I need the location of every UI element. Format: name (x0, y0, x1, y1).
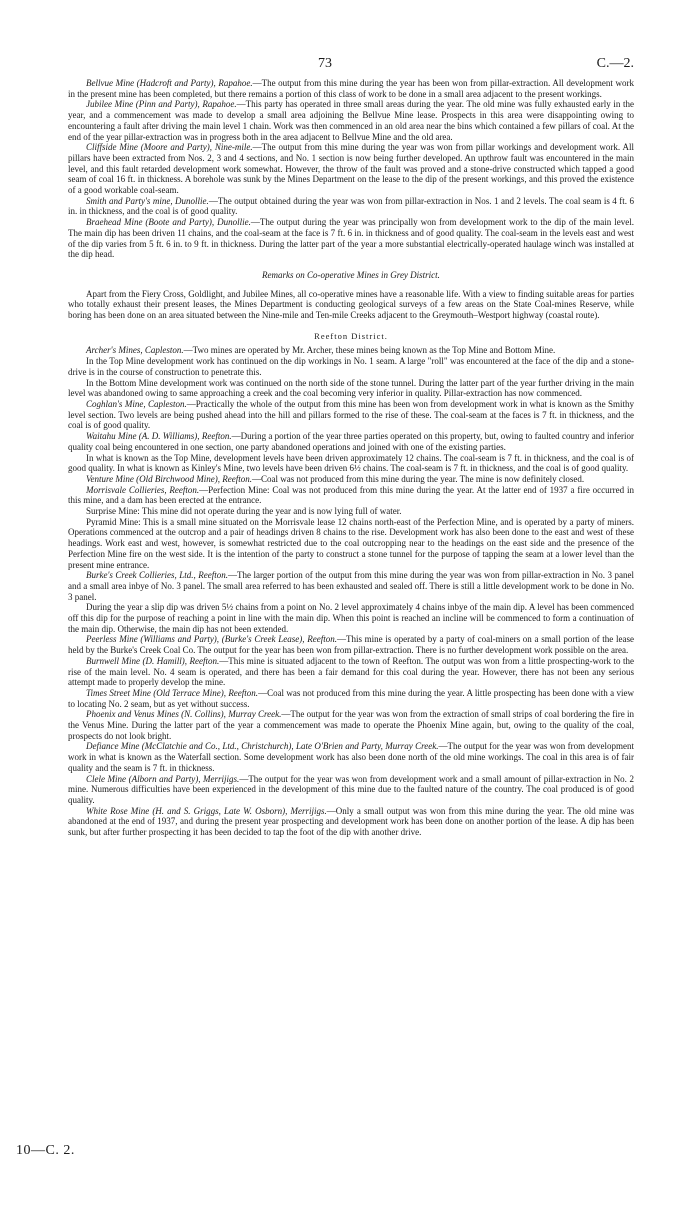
mine-paragraph (68, 506, 634, 517)
mine-description: —Two mines are operated by Mr. Archer, these mines being known as the Top Mine and Bottom Mine. (183, 345, 556, 356)
mine-paragraph (68, 378, 634, 399)
mine-paragraph (68, 570, 634, 602)
mine-paragraph (68, 741, 634, 773)
mine-description: —The output during the year was principally won from development work to the dip of the main level. The main dip has been driven 11 chains, and the coal-seam at the face is 7 ft. 6 in. in thickness and of good quality. The coal-seam in the levels east and west of the dip varies from 5 ft. 6 in. to 9 ft. in thickness. During the latter part of the year a more substantial electrically-operated haulage winch was installed at the dip head. (68, 217, 634, 260)
paper-reference: C.—2. (596, 56, 634, 71)
mine-paragraph (68, 142, 634, 196)
mine-description: Surprise Mine: This mine did not operate during the year and is now lying full of water. (86, 506, 402, 517)
reefton-district-mines (68, 345, 634, 837)
mine-title: Morrisvale Collieries, Reefton. (86, 484, 200, 495)
mine-title: Archer's Mines, Capleston. (86, 345, 184, 356)
mine-paragraph (68, 356, 634, 377)
mine-description: In the Bottom Mine development work was continued on the north side of the stone tunnel. During the latter part of the year further driving in the main level was abandoned owing to same approaching a creek and the coal becoming very inferior in quality. Pillar-extraction has now commenced. (68, 377, 634, 399)
mine-title: Times Street Mine (Old Terrace Mine), Reefton. (86, 687, 259, 698)
mine-description: —This party has operated in three small areas during the year. The old mine was fully exhausted early in the year, and a commencement was made to develop a small area adjoining the Bellvue Mine lease. Prospects in this area were disappointing owing to encountering a fault after driving the main level 1 chain. Work was then commenced in an old area near the bins which contained a few pillars of coal. At the end of the year pillar-extraction was in progress both in the area adjacent to Bellvue Mine and the old area. (68, 99, 634, 142)
mine-description: —This mine is operated by a party of coal-miners on a small portion of the lease held by the Burke's Creek Coal Co. The output for the year has been won from pillar-extraction. There is no further development work possible on the area. (68, 634, 634, 656)
mine-description: —Coal was not produced from this mine during the year. A little prospecting has been done with a view to locating No. 2 seam, but as yet without success. (68, 687, 634, 709)
mine-title: Venture Mine (Old Birchwood Mine), Reefton. (86, 473, 253, 484)
mine-paragraph (68, 399, 634, 431)
page-header (68, 56, 634, 78)
mine-paragraph (68, 99, 634, 142)
mine-title: Peerless Mine (Williams and Party), (Burke's Creek Lease), Reefton. (86, 634, 337, 645)
mine-title: Waitahu Mine (A. D. Williams), Reefton. (86, 431, 232, 442)
mine-paragraph (68, 656, 634, 688)
signature-mark: 10—C. 2. (16, 1143, 75, 1158)
mine-description: Pyramid Mine: This is a small mine situated on the Morrisvale lease 12 chains north-east of the Perfection Mine, and is operated by a party of miners. Operations commenced at the outcrop and a pair of headings driven 8 chains to the rise. Development work has also been done to the east and west of these headings. Work east and west, however, is somewhat restricted due to the coal outcropping near to the headings on the east side and the presence of the Perfection Mine fire on the west side. It is the intention of the party to construct a stone tunnel for the purpose of tapping the seam at a lower level than the present mine entrance. (68, 516, 634, 570)
mine-description: —The output for the year was won from development work in what is known as the Waterfall section. Some development work has also been done north of the old mine workings. The coal in this area is of fair quality and the seam is 7 ft. in thickness. (68, 741, 634, 773)
mine-description: In what is known as the Top Mine, development levels have been driven approximately 12 chains. The coal-seam is 7 ft. in thickness, and the coal is of good quality. In what is known as Kinley's Mine, two levels have been driven 6½ chains. The coal-seam is 7 ft. in thickness, and the coal is of good quality. (68, 452, 634, 474)
mine-paragraph (68, 453, 634, 474)
page-number: 73 (318, 56, 332, 71)
remarks-paragraph: Apart from the Fiery Cross, Goldlight, and Jubilee Mines, all co-operative mines have a reasonable life. With a view to finding suitable areas for parties who totally exhaust their present leases, the Mines Department is conducting geological surveys of a few areas on the State Coal-mines Reserve, while boring has been done on an area situated between the Nine-mile and Ten-mile Creeks adjacent to the Greymouth–Westport highway (coastal route). (68, 288, 634, 321)
mine-title: Cliffside Mine (Moore and Party), Nine-mile. (86, 142, 253, 153)
section-title: Remarks on Co-operative Mines in Grey District. (262, 269, 440, 280)
mine-description: —Only a small output was won from this mine during the year. The old mine was abandoned at the end of 1937, and during the present year prospecting and development work has been done on another portion of the lease. A dip has been sunk, but after further prospecting it has been decided to tap the foot of the dip with another drive. (68, 805, 634, 838)
mine-description: —The larger portion of the output from this mine during the year was won from pillar-extraction in No. 3 panel and a small area inbye of No. 3 panel. The small area referred to has been exhausted and sealed off. There is still a little development work to be done in No. 3 panel. (68, 570, 634, 602)
mine-paragraph (68, 688, 634, 709)
mine-title: Clele Mine (Alborn and Party), Merrijigs. (86, 773, 240, 784)
mine-paragraph (68, 431, 634, 452)
mine-title: Smith and Party's mine, Dunollie. (86, 195, 209, 206)
mine-paragraph (68, 709, 634, 741)
mine-title: Bellvue Mine (Hadcroft and Party), Rapahoe. (86, 78, 253, 88)
mine-paragraph (68, 78, 634, 99)
mine-paragraph (68, 517, 634, 571)
mine-description: —The output from this mine during the year has been won from pillar-extraction. All development work in the present mine has been completed, but there remains a portion of this class of work to be done in a small area adjacent to the present workings. (68, 78, 634, 99)
district-title: Reefton District. (314, 330, 388, 341)
mine-paragraph (68, 485, 634, 506)
mine-description: —The output obtained during the year was won from pillar-extraction in Nos. 1 and 2 levels. The coal seam is 4 ft. 6 in. in thickness, and the coal is of good quality. (68, 195, 634, 217)
mine-title: Phoenix and Venus Mines (N. Collins), Murray Creek. (86, 709, 282, 720)
mine-title: Burnwell Mine (D. Hamill), Reefton. (86, 655, 220, 666)
mine-paragraph (68, 774, 634, 806)
mine-description: —Perfection Mine: Coal was not produced from this mine during the year. At the latter end of 1937 a fire occurred in this mine, and a dam has been erected at the entrance. (68, 484, 634, 506)
mine-paragraph (68, 602, 634, 634)
mine-paragraph (68, 474, 634, 485)
mine-description: —Coal was not produced from this mine during the year. The mine is now definitely closed. (252, 473, 585, 484)
document-page (68, 56, 634, 838)
mine-paragraph (68, 345, 634, 356)
mine-title: White Rose Mine (H. and S. Griggs, Late W. Osborn), Merrijigs. (86, 805, 327, 816)
mine-paragraph (68, 634, 634, 655)
mine-description: —Practically the whole of the output from this mine has been won from development work in what is known as the Smithy level section. Two levels are being pushed ahead into the hill and pillars formed to the rise of these. The coal-seam at the faces is 7 ft. in thickness, and the coal is of good quality. (68, 398, 634, 431)
mine-paragraph (68, 806, 634, 838)
mine-description: In the Top Mine development work has continued on the dip workings in No. 1 seam. A large "roll" was encountered at the face of the dip and a stone-drive is in the course of construction to penetrate this. (68, 356, 634, 377)
mine-title: Defiance Mine (McClatchie and Co., Ltd., Christchurch), Late O'Brien and Party, Murray Creek. (86, 741, 439, 752)
grey-district-mines (68, 78, 634, 260)
mine-title: Jubilee Mine (Pinn and Party), Rapahoe. (86, 99, 237, 110)
mine-description: —The output for the year was won from development work and a small amount of pillar-extraction in No. 2 mine. Numerous difficulties have been experienced in the development of this mine due to the faulted nature of the country. The coal produced is of good quality. (68, 773, 634, 805)
mine-description: —The output from this mine during the year was won from pillar workings and development work. All pillars have been extracted from Nos. 2, 3 and 4 sections, and No. 1 section is now being further developed. An upthrow fault was encountered in the main level, and this fault retarded development work somewhat. However, the throw of the fault was proved and a stone-drive constructed which tapped a good seam of coal 16 ft. in thickness. A borehole was sunk by the Mines Department on the lease to the dip of the present workings, and this proved the existence of a good workable coal-seam. (68, 142, 634, 196)
mine-description: During the year a slip dip was driven 5½ chains from a point on No. 2 level approximately 4 chains inbye of the main dip. A level has been commenced off this dip for the purpose of reaching a point in line with the main dip. When this point is reached an incline will be commenced to form a continuation of the main dip. Otherwise, the main dip has not been extended. (68, 602, 634, 634)
mine-description: —The output for the year was won from the extraction of small strips of coal bordering the fire in the Venus Mine. During the latter part of the year a commencement was made to operate the Phoenix Mine again, but, owing to the quality of the coal, prospects do not look bright. (68, 709, 634, 741)
mine-title: Braehead Mine (Boote and Party), Dunollie. (86, 217, 251, 228)
mine-paragraph (68, 196, 634, 217)
mine-description: —During a portion of the year three parties operated on this property, but, owing to faulted country and inferior quality coal being encountered in one section, one party abandoned operations and joined with one of the existing parties. (68, 431, 634, 452)
mine-description: —This mine is situated adjacent to the town of Reefton. The output was won from a little prospecting-work to the rise of the main level. No. 4 seam is operated, and there has been a fair demand for this coal during the year. However, there has not been any serious attempt made to properly develop the mine. (68, 655, 634, 688)
mine-title: Coghlan's Mine, Capleston. (86, 398, 187, 409)
mine-paragraph (68, 217, 634, 260)
body-text (68, 78, 634, 838)
mine-title: Burke's Creek Collieries, Ltd., Reefton. (86, 570, 228, 581)
